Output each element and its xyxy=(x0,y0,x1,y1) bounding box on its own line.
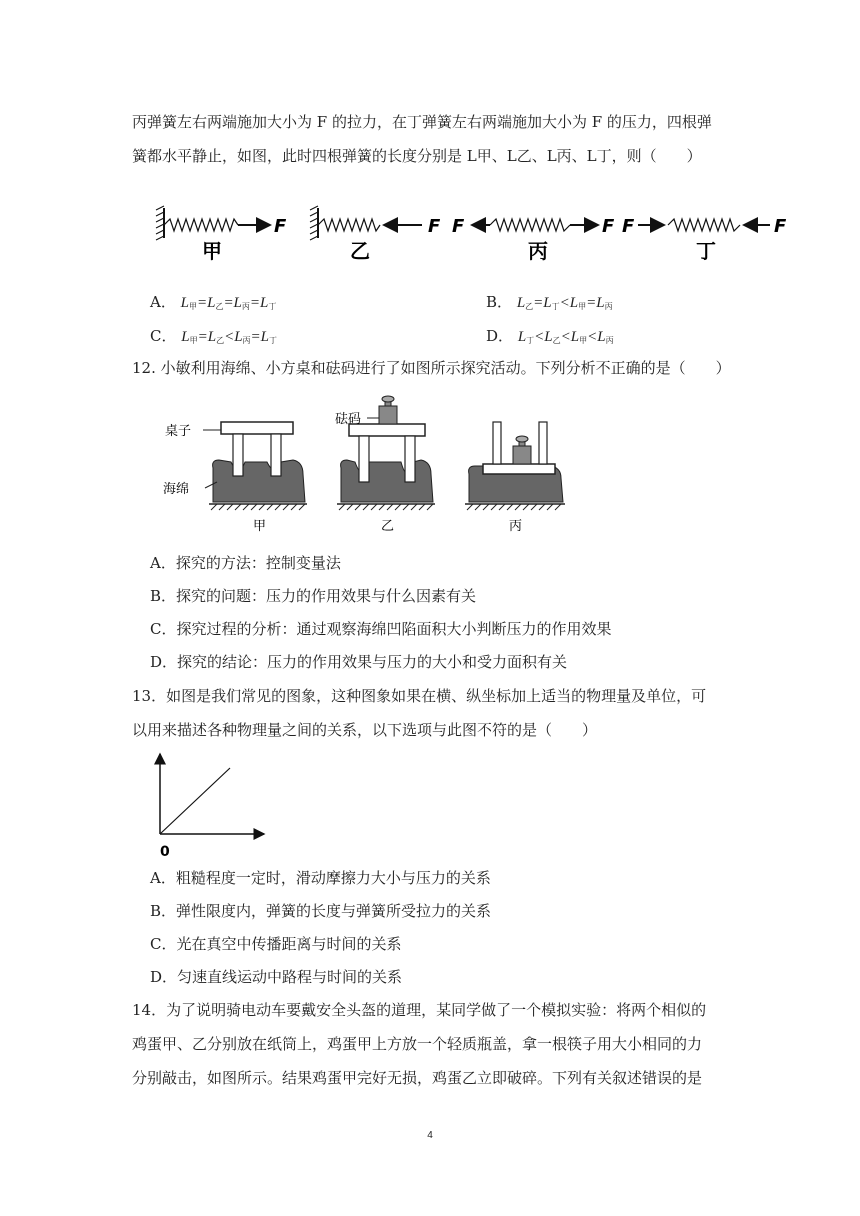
q11-option-c: C． $L_甲=L_乙<L_丙=L_丁$ xyxy=(150,327,278,345)
label-setup-b: 乙 xyxy=(381,519,395,534)
q14-stem-line3: 分别敲击，如图所示。结果鸡蛋甲完好无损，鸡蛋乙立即破碎。下列有关叙述错误的是 xyxy=(132,1069,703,1087)
force-label-c-right: F xyxy=(602,216,615,237)
force-label-d-left: F xyxy=(622,216,635,237)
q12-option-c: C．探究过程的分析：通过观察海绵凹陷面积大小判断压力的作用效果 xyxy=(150,620,612,638)
q11-stem-line2: 簧都水平静止，如图，此时四根弹簧的长度分别是 L甲、L乙、L丙、L丁，则（ ） xyxy=(132,147,702,165)
label-setup-a: 甲 xyxy=(253,519,267,534)
force-label-b: F xyxy=(428,216,441,237)
spring-d xyxy=(638,219,770,231)
sponge-figure xyxy=(155,392,575,538)
spring-label-a: 甲 xyxy=(202,239,222,263)
q12-option-a: A．探究的方法：控制变量法 xyxy=(150,554,341,572)
force-label-d-right: F xyxy=(774,216,787,237)
spring-figure xyxy=(150,200,800,266)
label-setup-c: 丙 xyxy=(509,519,523,534)
page-number: 4 xyxy=(427,1130,433,1141)
q13-option-a: A．粗糙程度一定时，滑动摩擦力大小与压力的关系 xyxy=(150,869,491,887)
q14-stem-line1: 14．为了说明骑电动车要戴安全头盔的道理，某同学做了一个模拟实验：将两个相似的 xyxy=(132,1001,707,1019)
q11-option-b: B． $L_乙=L_丁<L_甲=L_丙$ xyxy=(486,293,613,311)
spring-label-d: 丁 xyxy=(696,239,716,263)
force-label-c-left: F xyxy=(452,216,465,237)
q13-stem-line2: 以用来描述各种物理量之间的关系，以下选项与此图不符的是（ ） xyxy=(132,721,598,739)
sponge-setup-a xyxy=(203,422,307,510)
q13-option-d: D．匀速直线运动中路程与时间的关系 xyxy=(150,968,403,986)
q11-option-a: A． $L_甲=L_乙=L_丙=L_丁$ xyxy=(150,293,277,311)
q11-option-d: D． $L_丁<L_乙<L_甲<L_丙$ xyxy=(486,327,614,345)
proportional-line xyxy=(160,768,230,834)
spring-b xyxy=(310,206,422,240)
label-weight: 砝码 xyxy=(335,412,362,427)
q12-option-b: B．探究的问题：压力的作用效果与什么因素有关 xyxy=(150,587,477,605)
spring-label-b: 乙 xyxy=(350,239,370,263)
label-sponge: 海绵 xyxy=(163,482,190,497)
q11-stem-line1: 丙弹簧左右两端施加大小为 F 的拉力，在丁弹簧左右两端施加大小为 F 的压力，四根弹 xyxy=(132,113,712,131)
q12-stem: 12. 小敏利用海绵、小方桌和砝码进行了如图所示探究活动。下列分析不正确的是（ ） xyxy=(132,359,731,377)
force-label-a: F xyxy=(274,216,287,237)
q12-option-d: D．探究的结论：压力的作用效果与压力的大小和受力面积有关 xyxy=(150,653,568,671)
spring-label-c: 丙 xyxy=(528,239,548,263)
q14-stem-line2: 鸡蛋甲、乙分别放在纸筒上，鸡蛋甲上方放一个轻质瓶盖，拿一根筷子用大小相同的力 xyxy=(132,1035,703,1053)
q13-stem-line1: 13．如图是我们常见的图象，这种图象如果在横、纵坐标加上适当的物理量及单位，可 xyxy=(132,687,707,705)
spring-a xyxy=(156,206,270,240)
label-table: 桌子 xyxy=(165,424,192,439)
origin-label: 0 xyxy=(160,844,170,860)
q13-option-c: C．光在真空中传播距离与时间的关系 xyxy=(150,935,402,953)
spring-c xyxy=(472,219,598,231)
q13-option-b: B．弹性限度内，弹簧的长度与弹簧所受拉力的关系 xyxy=(150,902,492,920)
sponge-setup-c xyxy=(465,422,565,510)
linear-graph-figure xyxy=(150,748,280,860)
